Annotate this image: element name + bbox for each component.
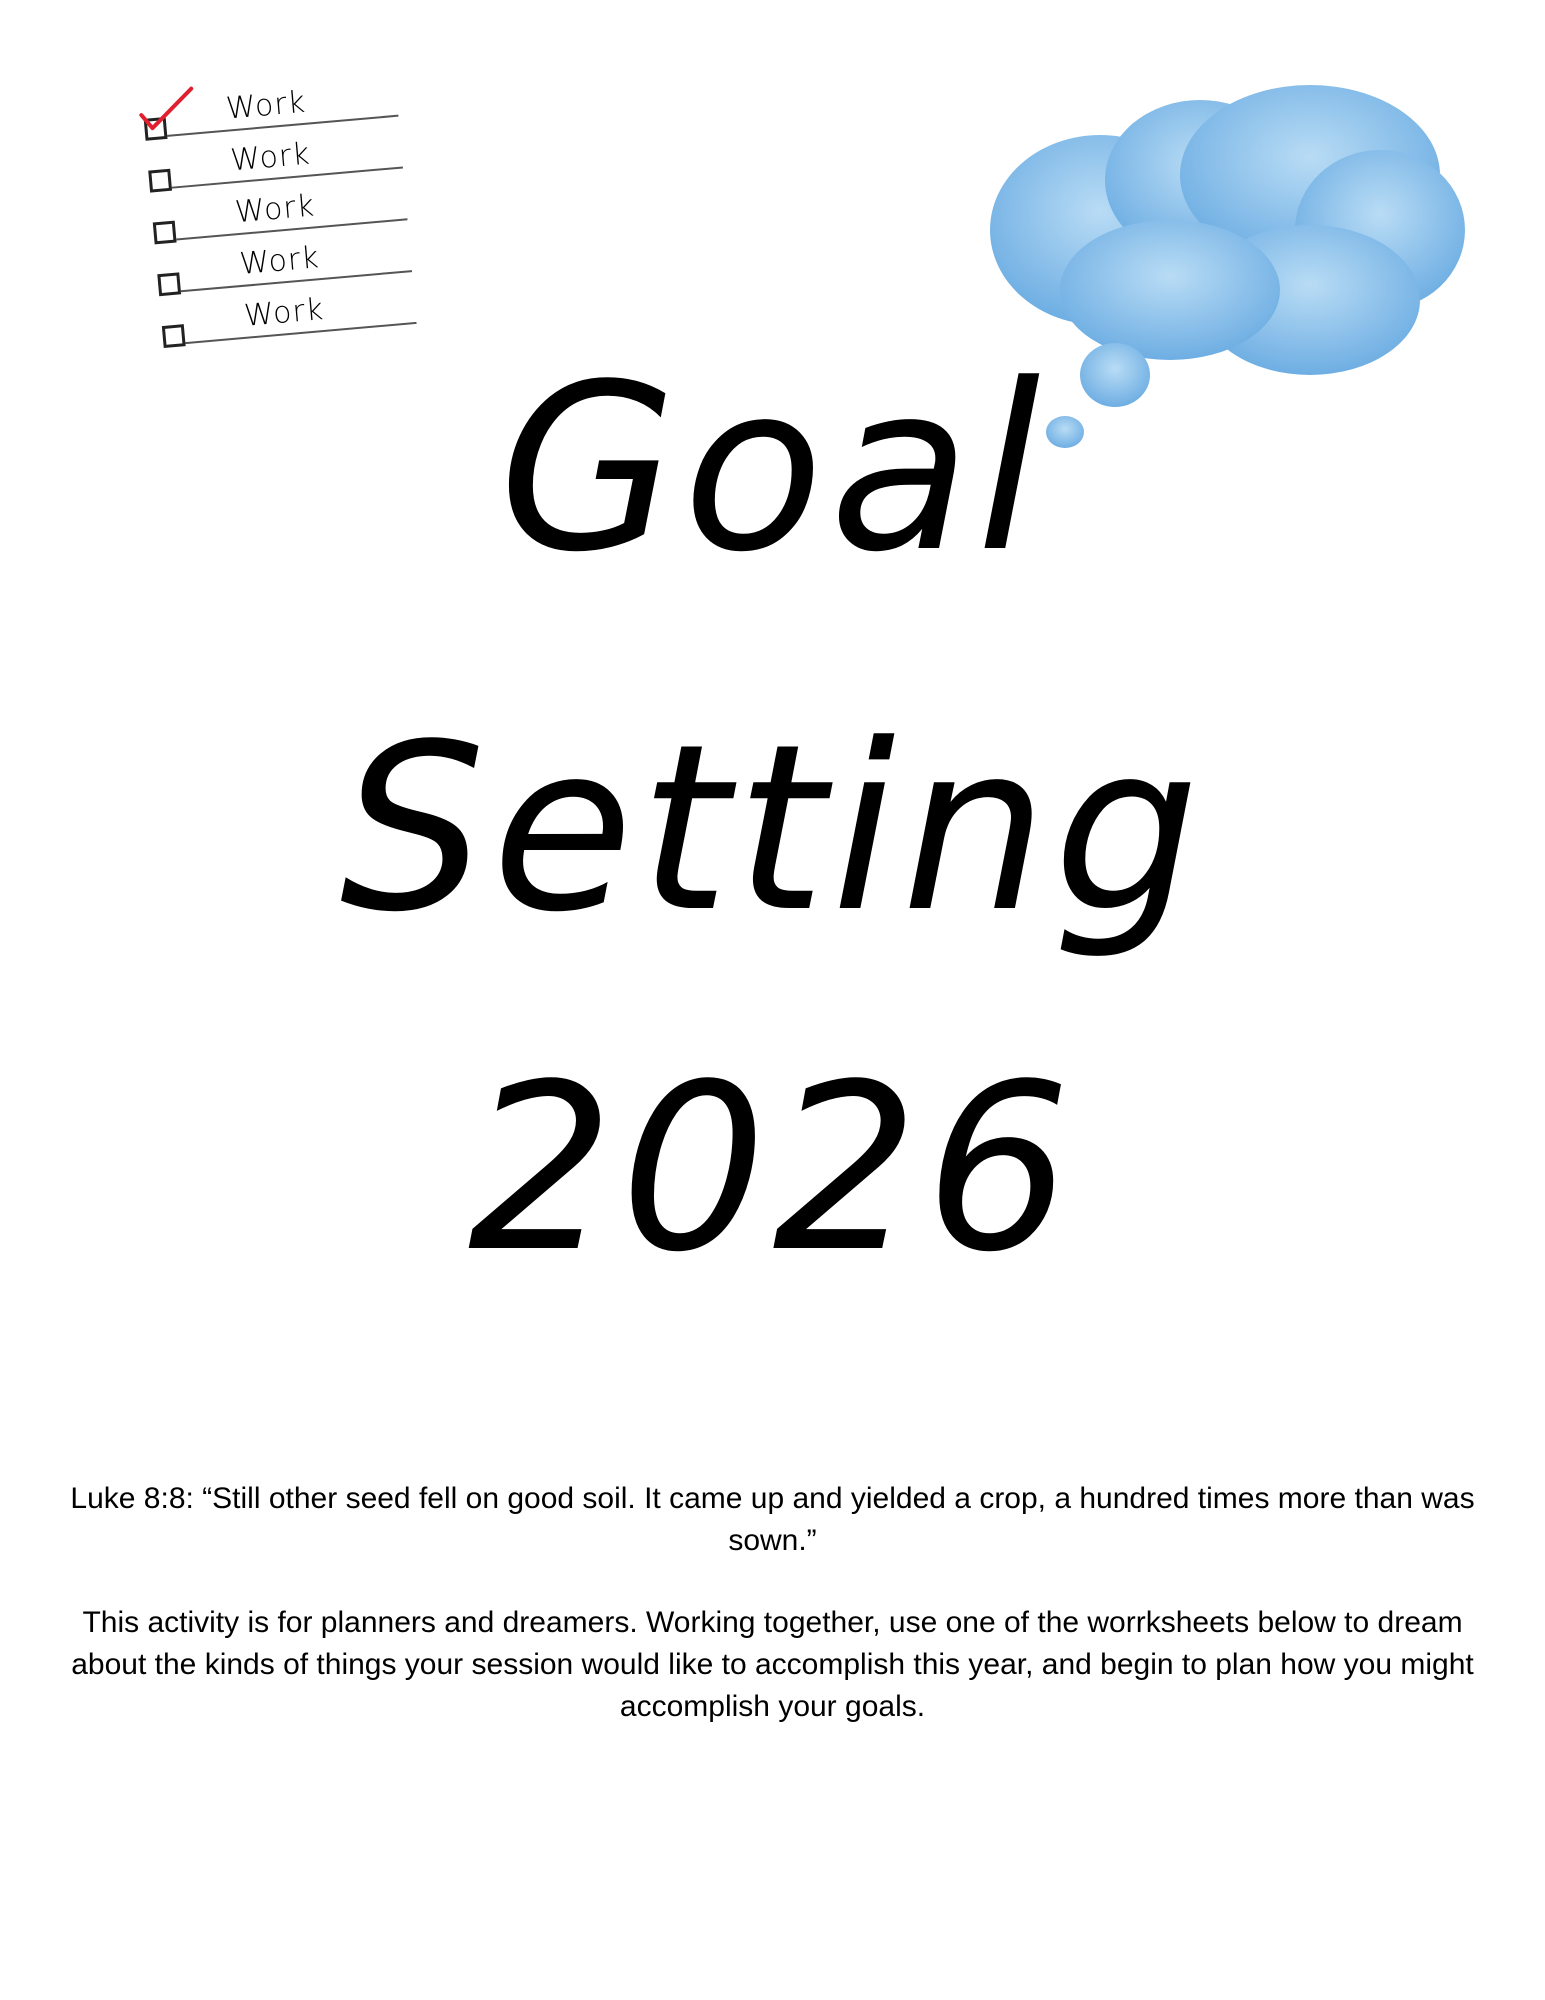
- checkmark-icon: [135, 84, 199, 139]
- checklist-item-label: Work: [242, 291, 326, 334]
- checklist-item-label: Work: [224, 84, 308, 127]
- checklist-item-label: Work: [238, 240, 321, 282]
- activity-description: This activity is for planners and dreamers. Working together, use one of the worrksheets below to dream about the kinds of things your session would like to accomplish this year, and begin to plan how you might accomplish your goals.: [71, 1606, 1474, 1723]
- scripture-quote: Luke 8:8: “Still other seed fell on good soil. It came up and yielded a crop, a hundred times more than was sown.”: [70, 1482, 1475, 1557]
- checklist-item-label: Work: [229, 136, 312, 179]
- title-setting: Setting: [339, 696, 1206, 963]
- checkbox-icon: [148, 169, 172, 193]
- checkbox-icon: [157, 272, 181, 296]
- title-year: 2026: [467, 1036, 1078, 1303]
- title-goal: Goal: [498, 336, 1047, 603]
- checkbox-icon: [153, 221, 177, 245]
- checklist-item-label: Work: [233, 188, 317, 231]
